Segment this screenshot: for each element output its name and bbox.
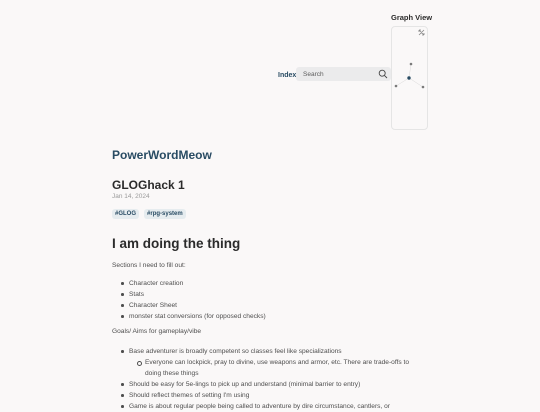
goals-paragraph: Goals/ Aims for gameplay/vibe (112, 328, 202, 335)
graph-view[interactable] (391, 26, 428, 130)
search-placeholder: Search (303, 70, 324, 78)
list-item-continued: doing these things (145, 370, 199, 377)
graph-edge (396, 78, 409, 86)
list-item: monster stat conversions (for opposed checks) (112, 311, 266, 322)
list-item: Should be easy for 5e-lings to pick up and understand (minimal barrier to entry) (112, 379, 409, 390)
graph-view-title: Graph View (391, 13, 433, 22)
list-item: Stats (112, 289, 266, 300)
graph-edge (409, 78, 423, 87)
article-title: GLOGhack 1 (112, 178, 185, 192)
search-bar[interactable] (296, 67, 391, 81)
list-item: Should reflect themes of setting I'm using (112, 390, 409, 401)
tag-rpg-system[interactable]: #rpg-system (144, 209, 186, 219)
graph-node[interactable] (395, 85, 398, 88)
list-item: Everyone can lockpick, pray to divine, use weapons and armor, etc. There are trade-offs to (112, 357, 409, 368)
article-date: Jan 14, 2024 (112, 193, 150, 200)
sections-list (112, 278, 266, 322)
list-item: Character creation (112, 278, 266, 289)
expand-graph-icon[interactable] (419, 30, 424, 35)
list-item: Game is about regular people being called to adventure by dire circumstance, cantlers, or (112, 401, 409, 412)
search-icon[interactable] (378, 69, 388, 79)
list-item: Base adventurer is broadly competent so classes feel like specializations (112, 346, 409, 357)
graph-node[interactable] (410, 63, 413, 66)
tag-glog[interactable]: #GLOG (112, 209, 139, 219)
graph-canvas[interactable] (392, 27, 429, 131)
list-item: Character Sheet (112, 300, 266, 311)
goals-list (112, 346, 409, 412)
graph-edge (409, 64, 411, 78)
section-heading: I am doing the thing (112, 236, 241, 251)
graph-node-current[interactable] (407, 76, 410, 79)
intro-paragraph: Sections I need to fill out: (112, 262, 186, 269)
site-title[interactable]: PowerWordMeow (112, 148, 212, 162)
tag-list (112, 209, 186, 219)
index-link[interactable]: Index (278, 72, 297, 79)
graph-node[interactable] (422, 86, 425, 89)
